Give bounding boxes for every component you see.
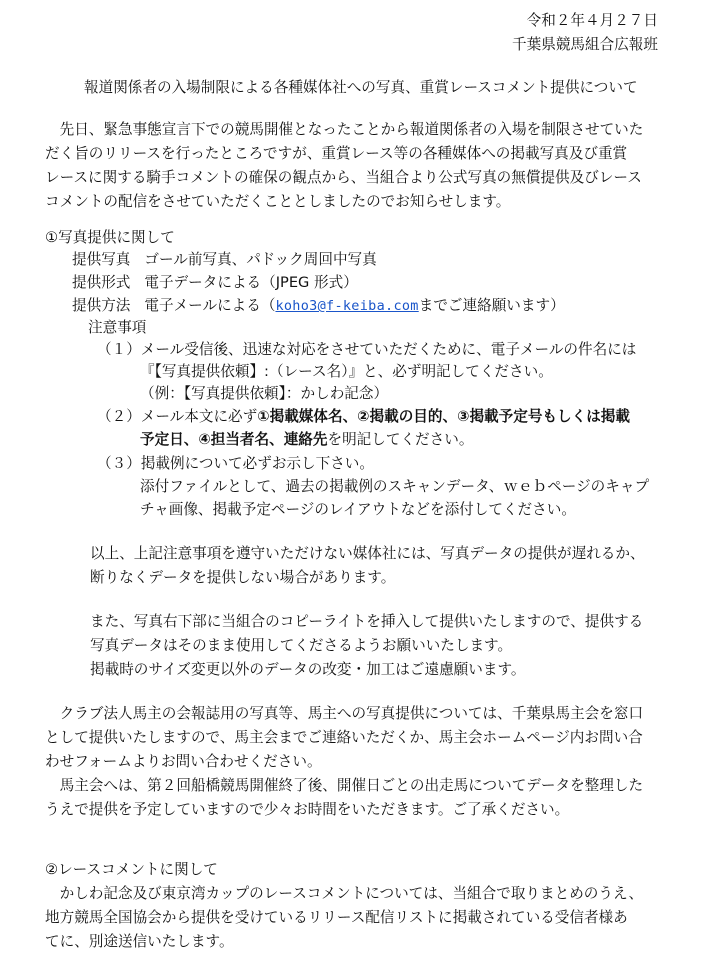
note-1-line: （例：【写真提供依頼】：かしわ記念）	[140, 385, 389, 402]
photo-format-label: 提供形式	[72, 274, 131, 291]
club-line: 馬主会へは、第２回船橋競馬開催終了後、開催日ごとの出走馬についてデータを整理した	[45, 777, 644, 794]
comments-line: かしわ記念及び東京湾カップのレースコメントについては、当組合で取りまとめのうえ、	[45, 885, 644, 902]
photo-method-label: 提供方法	[72, 297, 131, 314]
note-2-line	[97, 406, 630, 429]
note-2-plain: （２）メール本文に必ず	[97, 408, 258, 425]
club-line: うえで提供を予定していますので少々お時間をいただきます。ご了承ください。	[45, 801, 570, 818]
photo-method-row	[72, 295, 565, 318]
photo-method-suffix: までご連絡願います）	[418, 297, 565, 314]
note-3-line: 添付ファイルとして、過去の掲載例のスキャンデータ、ｗｅｂページのキャプ	[140, 478, 650, 495]
copyright-line: 掲載時のサイズ変更以外のデータの改変・加工はご遠慮願います。	[90, 661, 526, 678]
club-line: として提供いたしますので、馬主会までご連絡いただくか、馬主会ホームページ内お問い合	[45, 729, 643, 746]
note-2-line	[140, 429, 473, 452]
photo-provided-value: ゴール前写真、パドック周回中写真	[144, 251, 377, 268]
note-2-bold: 予定日、④担当者名、連絡先	[140, 431, 328, 448]
comments-line: 地方競馬全国協会から提供を受けているリリース配信リストに掲載されている受信者様あ	[45, 909, 628, 926]
document-date: 令和２年４月２７日	[526, 12, 658, 29]
comments-line: てに、別途送信いたします。	[45, 933, 234, 950]
photo-format-value: 電子データによる（JPEG 形式）	[144, 274, 358, 291]
intro-line: だく旨のリリースを行ったところですが、重賞レース等の各種媒体への掲載写真及び重賞	[45, 145, 628, 162]
note-1-line: （１）メール受信後、迅速な対応をさせていただくために、電子メールの件名には	[97, 341, 637, 358]
note-1-line: 『【写真提供依頼】:（レース名）』と、必ず明記してください。	[140, 363, 553, 380]
club-line: わせフォームよりお問い合わせください。	[45, 753, 322, 770]
note-2-plain: を明記してください。	[327, 431, 474, 448]
copyright-line: また、写真右下部に当組合のコピーライトを挿入して提供いたしますので、提供する	[90, 613, 644, 630]
document-issuer: 千葉県競馬組合広報班	[512, 36, 658, 53]
note-3-line: チャ画像、掲載予定ページのレイアウトなどを添付してください。	[140, 501, 576, 518]
section-heading-photo: ①写真提供に関して	[45, 229, 175, 246]
reference-row	[45, 823, 67, 846]
document-title: 報道関係者の入場制限による各種媒体社への写真、重賞レースコメント提供について	[84, 79, 638, 96]
caution-line: 以上、上記注意事項を遵守いただけない媒体社には、写真データの提供が遅れるか、	[90, 545, 645, 562]
intro-line: コメントの配信をさせていただくこととしましたのでお知らせします。	[45, 193, 511, 210]
photo-method-prefix: 電子メールによる（	[144, 297, 276, 314]
contact-email-link[interactable]: koho3@f-keiba.com	[275, 298, 419, 314]
intro-line: 先日、緊急事態宣言下での競馬開催となったことから報道関係者の入場を制限させていた	[45, 121, 644, 138]
note-2-bold: ①掲載媒体名、②掲載の目的、③掲載予定号もしくは掲載	[257, 408, 630, 425]
caution-line: 断りなくデータを提供しない場合があります。	[90, 569, 396, 586]
notes-heading: 注意事項	[88, 319, 147, 336]
section-heading-comments: ②レースコメントに関して	[45, 861, 218, 878]
club-line: クラブ法人馬主の会報誌用の写真等、馬主への写真提供については、千葉県馬主会を窓口	[45, 705, 644, 722]
copyright-line: 写真データはそのまま使用してくださるようお願いいたします。	[90, 637, 513, 654]
photo-provided-label: 提供写真	[72, 251, 131, 268]
photo-provided-row	[72, 249, 377, 272]
photo-format-row	[72, 272, 358, 295]
intro-line: レースに関する騎手コメントの確保の観点から、当組合より公式写真の無償提供及びレース	[45, 169, 642, 186]
note-3-line: （３）掲載例について必ずお示し下さい。	[97, 455, 374, 472]
